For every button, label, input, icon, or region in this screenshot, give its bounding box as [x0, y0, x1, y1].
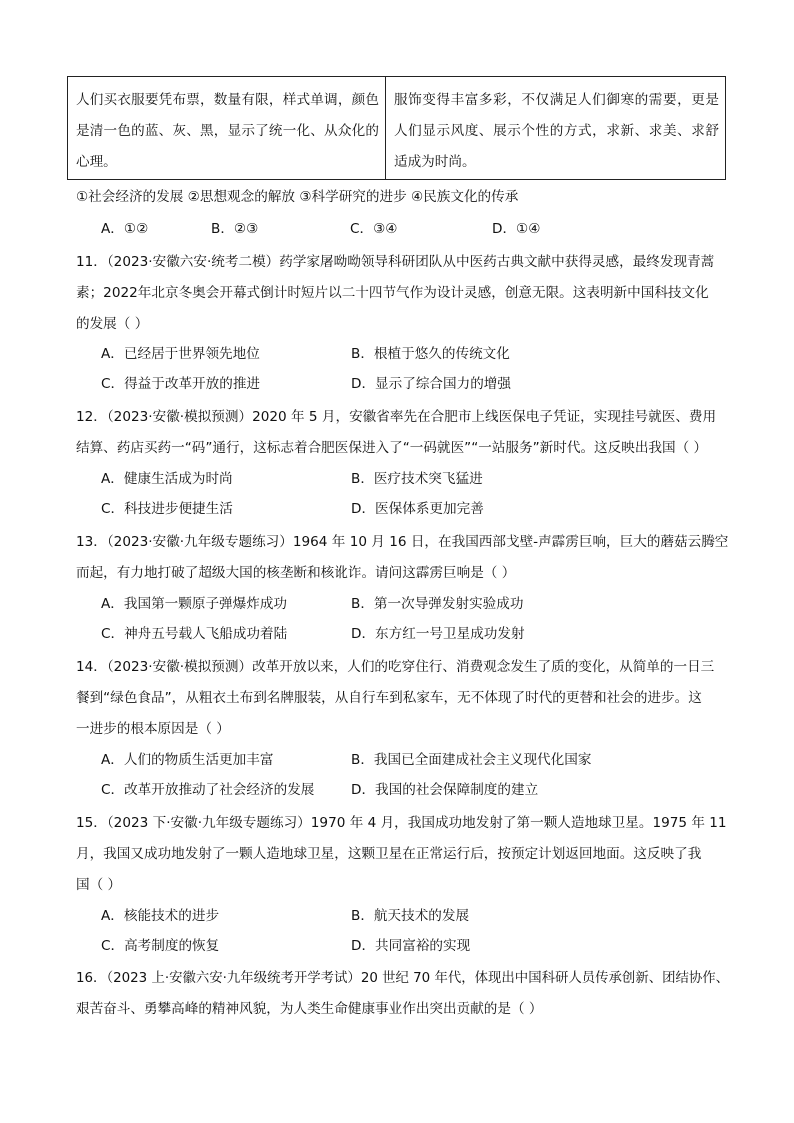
q14-option-b: B．我国已全面建成社会主义现代化国家 — [351, 752, 592, 768]
q10-statements: ①社会经济的发展 ②思想观念的解放 ③科学研究的进步 ④民族文化的传承 — [76, 189, 519, 205]
q13-option-d: D．东方红一号卫星成功发射 — [351, 626, 525, 642]
q15-option-c: C．高考制度的恢复 — [101, 938, 220, 954]
q10-option-c: C．③④ — [350, 221, 398, 237]
table-cell-before: 人们买衣服要凭布票，数量有限，样式单调，颜色是清一色的蓝、灰、黑，显示了统一化、从众化的心理。 — [68, 77, 386, 179]
q13-option-c: C．神舟五号载人飞船成功着陆 — [101, 626, 288, 642]
q14-line-3: 一进步的根本原因是（ ） — [76, 721, 230, 737]
q12-option-b: B．医疗技术突飞猛进 — [351, 471, 483, 487]
q11-option-a: A．已经居于世界领先地位 — [101, 346, 260, 362]
q11-option-b: B．根植于悠久的传统文化 — [351, 346, 510, 362]
q15-option-b: B．航天技术的发展 — [351, 908, 470, 924]
q15-option-a: A．核能技术的进步 — [101, 908, 220, 924]
q10-option-d: D．①④ — [492, 221, 541, 237]
q10-options — [101, 217, 641, 237]
q11-option-c: C．得益于改革开放的推进 — [101, 376, 261, 392]
q14-line-1: 14．（2023·安徽·模拟预测）改革开放以来，人们的吃穿住行、消费观念发生了质的变化，从简单的一日三 — [76, 659, 715, 675]
q10-option-a: A．①② — [101, 221, 149, 237]
comparison-table — [67, 76, 726, 180]
q15-line-1: 15．（2023 下·安徽·九年级专题练习）1970 年 4 月，我国成功地发射了第一颗人造地球卫星。1975 年 11 — [76, 815, 727, 831]
q11-line-3: 的发展（ ） — [76, 316, 149, 332]
q12-line-1: 12．（2023·安徽·模拟预测）2020 年 5 月，安徽省率先在合肥市上线医保电子凭证，实现挂号就医、费用 — [76, 409, 717, 425]
q10-option-b: B．②③ — [211, 221, 259, 237]
table-cell-after: 服饰变得丰富多彩，不仅满足人们御寒的需要，更是人们显示风度、展示个性的方式，求新、求美、求舒适成为时尚。 — [394, 92, 719, 170]
q15-line-3: 国（ ） — [76, 877, 122, 893]
q16-line-2: 艰苦奋斗、勇攀高峰的精神风貌，为人类生命健康事业作出突出贡献的是（ ） — [76, 1001, 543, 1017]
q12-option-a: A．健康生活成为时尚 — [101, 471, 233, 487]
q12-option-d: D．医保体系更加完善 — [351, 501, 484, 517]
q12-line-2: 结算、药店买药一“码”通行，这标志着合肥医保进入了“一码就医”“一站服务”新时代。这反映出我国（ ） — [76, 440, 708, 456]
q13-line-2: 而起，有力地打破了超级大国的核垄断和核讹诈。请问这霹雳巨响是（ ） — [76, 565, 516, 581]
q14-option-a: A．人们的物质生活更加丰富 — [101, 752, 274, 768]
q11-option-d: D．显示了综合国力的增强 — [351, 376, 511, 392]
q14-line-2: 餐到“绿色食品”，从粗衣土布到名牌服装，从自行车到私家车，无不体现了时代的更替和社会的进步。这 — [76, 690, 702, 706]
q13-line-1: 13．（2023·安徽·九年级专题练习）1964 年 10 月 16 日，在我国西部戈壁-声霹雳巨响，巨大的蘑菇云腾空 — [76, 534, 729, 550]
q13-option-b: B．第一次导弹发射实验成功 — [351, 596, 524, 612]
q13-option-a: A．我国第一颗原子弹爆炸成功 — [101, 596, 288, 612]
q15-line-2: 月，我国又成功地发射了一颗人造地球卫星，这颗卫星在正常运行后，按预定计划返回地面。这反映了我 — [76, 846, 702, 862]
q14-option-d: D．我国的社会保障制度的建立 — [351, 782, 539, 798]
q11-line-1: 11．（2023·安徽六安·统考二模）药学家屠呦呦领导科研团队从中医药古典文献中获得灵感，最终发现青蒿 — [76, 254, 715, 270]
q12-option-c: C．科技进步便捷生活 — [101, 501, 233, 517]
q15-option-d: D．共同富裕的实现 — [351, 938, 471, 954]
q11-line-2: 素；2022年北京冬奥会开幕式倒计时短片以二十四节气作为设计灵感，创意无限。这表明新中国科技文化 — [76, 285, 709, 301]
q14-option-c: C．改革开放推动了社会经济的发展 — [101, 782, 315, 798]
q16-line-1: 16．（2023 上·安徽六安·九年级统考开学考试）20 世纪 70 年代，体现出中国科研人员传承创新、团结协作、 — [76, 971, 730, 986]
